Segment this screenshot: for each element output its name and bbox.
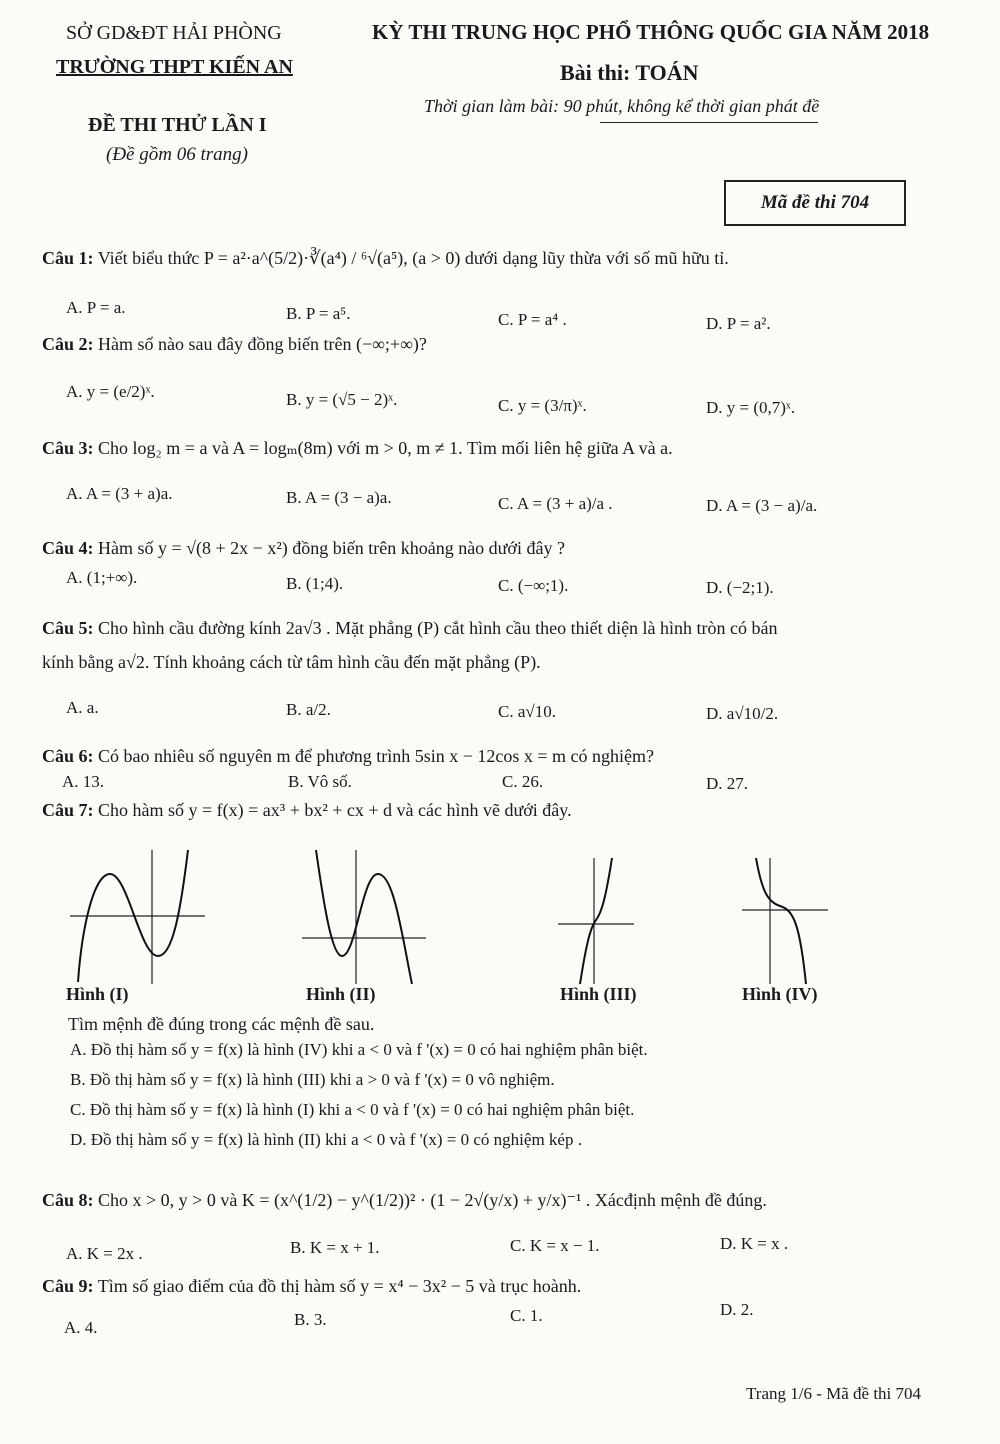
q7-option-d: D. Đồ thị hàm số y = f(x) là hình (II) khi a < 0 và f '(x) = 0 có nghiệm kép . (70, 1130, 582, 1149)
question-5-cont: kính bằng a√2. Tính khoảng cách từ tâm hình cầu đến mặt phẳng (P). (42, 652, 541, 672)
figure-2-label: Hình (II) (306, 984, 376, 1004)
q4-option-c: C. (−∞;1). (498, 576, 569, 595)
question-8 (42, 1190, 767, 1211)
exam-code: Mã đề thi 704 (760, 192, 870, 213)
q7-prompt: Tìm mệnh đề đúng trong các mệnh đề sau. (68, 1014, 375, 1034)
exam-title: KỲ THI TRUNG HỌC PHỔ THÔNG QUỐC GIA NĂM 2018 (372, 20, 930, 44)
question-text: Cho hàm số y = f(x) = ax³ + bx² + cx + d và các hình vẽ dưới đây. (98, 800, 572, 820)
question-label: Câu 7: (42, 800, 94, 820)
q4-option-d: D. (−2;1). (706, 578, 774, 597)
q3-option-c: C. A = (3 + a)/a . (498, 494, 613, 513)
question-text: Viết biểu thức P = a²·a^(5/2)·∛(a⁴) / ⁶√(a⁵), (a > 0) dưới dạng lũy thừa với số mũ hữu tỉ. (97, 248, 729, 268)
q3-option-b: B. A = (3 − a)a. (286, 488, 392, 507)
question-6 (42, 746, 654, 767)
q6-option-a: A. 13. (62, 772, 105, 791)
question-label: Câu 3: (42, 438, 94, 458)
q7-option-c: C. Đồ thị hàm số y = f(x) là hình (I) khi a < 0 và f '(x) = 0 có hai nghiệm phân biệt. (70, 1100, 635, 1119)
question-text: Cho log₂ m = a và A = logₘ(8m) với m > 0, m ≠ 1. Tìm mối liên hệ giữa A và a. (98, 438, 673, 458)
q8-option-a: A. K = 2x . (66, 1244, 143, 1263)
question-text: Hàm số y = √(8 + 2x − x²) đồng biến trên khoảng nào dưới đây ? (98, 538, 565, 558)
question-1 (42, 248, 729, 269)
cubic-graph-2 (298, 846, 428, 986)
question-label: Câu 2: (42, 334, 94, 354)
q9-option-b: B. 3. (294, 1310, 327, 1329)
question-label: Câu 1: (42, 248, 94, 268)
school-name: TRƯỜNG THPT KIẾN AN (56, 56, 293, 78)
q1-option-a: A. P = a. (66, 298, 126, 317)
q3-option-d: D. A = (3 − a)/a. (706, 496, 818, 515)
q9-option-a: A. 4. (64, 1318, 98, 1337)
question-text: Có bao nhiêu số nguyên m để phương trình 5sin x − 12cos x = m có nghiệm? (98, 746, 655, 766)
q7-option-b: B. Đồ thị hàm số y = f(x) là hình (III) khi a > 0 và f '(x) = 0 vô nghiệm. (70, 1070, 555, 1089)
q2-option-c: C. y = (3/π)ˣ. (498, 396, 587, 415)
q2-option-b: B. y = (√5 − 2)ˣ. (286, 390, 398, 409)
q1-option-d: D. P = a². (706, 314, 771, 333)
figure-1 (60, 846, 210, 986)
q9-option-c: C. 1. (510, 1306, 543, 1325)
figure-4-label: Hình (IV) (742, 984, 818, 1004)
page-footer: Trang 1/6 - Mã đề thi 704 (746, 1384, 922, 1403)
question-label: Câu 4: (42, 538, 94, 558)
question-label: Câu 8: (42, 1190, 94, 1210)
cubic-graph-1 (60, 846, 210, 986)
question-3 (42, 438, 673, 459)
q6-option-d: D. 27. (706, 774, 749, 793)
question-2 (42, 334, 427, 355)
q5-option-c: C. a√10. (498, 702, 556, 721)
exam-code-box (724, 180, 906, 226)
q4-option-a: A. (1;+∞). (66, 568, 138, 587)
q3-option-a: A. A = (3 + a)a. (66, 484, 173, 503)
question-text: Cho hình cầu đường kính 2a√3 . Mặt phẳng (P) cắt hình cầu theo thiết diện là hình tròn có bán (98, 618, 778, 638)
question-label: Câu 6: (42, 746, 94, 766)
trial-title: ĐỀ THI THỬ LẦN I (88, 114, 267, 136)
cubic-graph-3 (556, 856, 636, 986)
subject-title: Bài thi: TOÁN (560, 60, 699, 85)
q5-option-d: D. a√10/2. (706, 704, 779, 723)
q6-option-c: C. 26. (502, 772, 544, 791)
q1-option-b: B. P = a⁵. (286, 304, 351, 323)
q8-option-d: D. K = x . (720, 1234, 789, 1253)
question-4 (42, 538, 565, 559)
figure-2 (298, 846, 428, 986)
question-label: Câu 5: (42, 618, 94, 638)
q1-option-c: C. P = a⁴ . (498, 310, 567, 329)
q7-option-a: A. Đồ thị hàm số y = f(x) là hình (IV) khi a < 0 và f '(x) = 0 có hai nghiệm phân biệt. (70, 1040, 648, 1059)
q8-option-c: C. K = x − 1. (510, 1236, 600, 1255)
time-note-underline (600, 122, 818, 123)
cubic-graph-4 (740, 856, 830, 986)
dept-name: SỞ GD&ĐT HẢI PHÒNG (66, 22, 282, 44)
question-text: Tìm số giao điểm của đồ thị hàm số y = x⁴ − 3x² − 5 và trục hoành. (97, 1276, 582, 1296)
figure-3 (556, 856, 636, 986)
q8-option-b: B. K = x + 1. (290, 1238, 380, 1257)
question-5 (42, 618, 778, 639)
question-9 (42, 1276, 581, 1297)
q5-option-a: A. a. (66, 698, 99, 717)
q5-option-b: B. a/2. (286, 700, 331, 719)
question-7 (42, 800, 572, 821)
question-label: Câu 9: (42, 1276, 94, 1296)
figure-3-label: Hình (III) (560, 984, 637, 1004)
time-note: Thời gian làm bài: 90 phút, không kể thời gian phát đề (424, 96, 820, 116)
question-text: Hàm số nào sau đây đồng biến trên (−∞;+∞)? (98, 334, 427, 354)
figure-4 (740, 856, 830, 986)
pages-note: (Đề gồm 06 trang) (106, 144, 248, 165)
q4-option-b: B. (1;4). (286, 574, 344, 593)
q2-option-a: A. y = (e/2)ˣ. (66, 382, 155, 401)
q9-option-d: D. 2. (720, 1300, 754, 1319)
question-text: Cho x > 0, y > 0 và K = (x^(1/2) − y^(1/2))² · (1 − 2√(y/x) + y/x)⁻¹ . Xácđịnh mệnh đề đúng. (98, 1190, 767, 1210)
q6-option-b: B. Vô số. (288, 772, 352, 791)
figure-1-label: Hình (I) (66, 984, 129, 1004)
q2-option-d: D. y = (0,7)ˣ. (706, 398, 796, 417)
